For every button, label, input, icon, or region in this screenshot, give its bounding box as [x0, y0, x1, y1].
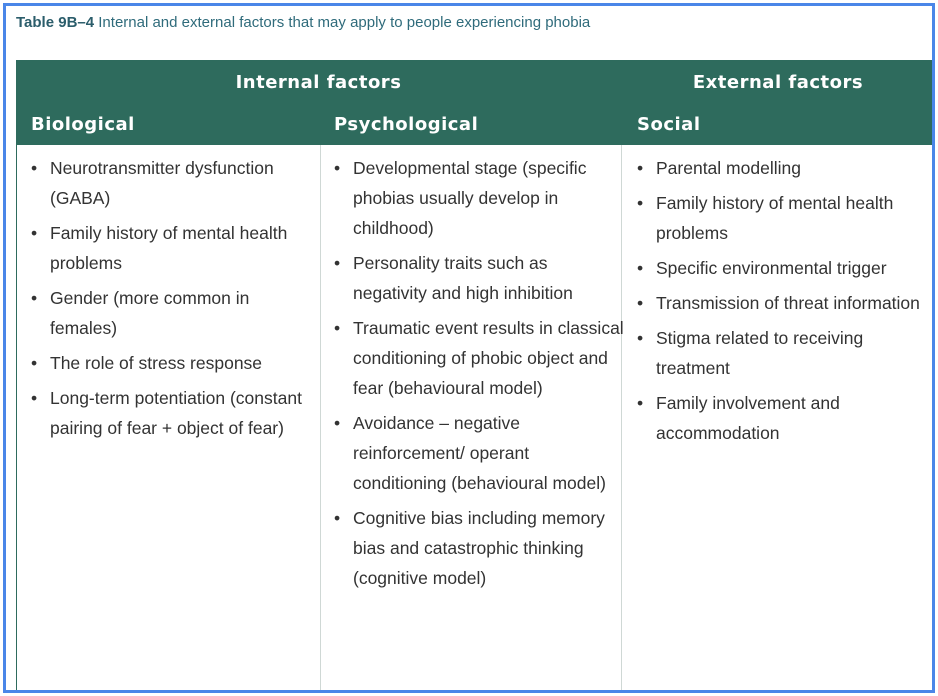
list-item: • Long-term potentiation (constant pairing of fear + object of fear): [31, 383, 321, 443]
biological-list: [31, 153, 321, 443]
header-row-groups: [17, 60, 935, 100]
list-item: • Personality traits such as negativity and high inhibition: [334, 248, 624, 308]
psychological-column: [334, 153, 624, 598]
list-item: • Traumatic event results in classical conditioning of phobic object and fear (behavioural model): [334, 313, 624, 403]
social-column: [637, 153, 929, 453]
list-item: • Avoidance – negative reinforcement/ operant conditioning (behavioural model): [334, 408, 624, 498]
list-item: • The role of stress response: [31, 348, 321, 378]
list-item: • Parental modelling: [637, 153, 929, 183]
list-item: • Neurotransmitter dysfunction (GABA): [31, 153, 321, 213]
list-item: • Family involvement and accommodation: [637, 388, 929, 448]
social-list: [637, 153, 929, 448]
header-row-categories: [17, 100, 935, 145]
header-social: Social: [637, 114, 701, 135]
header-psychological: Psychological: [334, 114, 479, 135]
header-external-factors: External factors: [692, 72, 864, 93]
list-item: • Developmental stage (specific phobias usually develop in childhood): [334, 153, 624, 243]
table-caption: [16, 14, 590, 31]
factors-table: [16, 60, 935, 693]
list-item: • Gender (more common in females): [31, 283, 321, 343]
list-item: • Cognitive bias including memory bias and catastrophic thinking (cognitive model): [334, 503, 624, 593]
table-number: Table 9B–4: [16, 14, 95, 31]
header-biological: Biological: [31, 114, 135, 135]
list-item: • Family history of mental health problems: [637, 188, 929, 248]
list-item: • Specific environmental trigger: [637, 253, 929, 283]
list-item: • Family history of mental health problems: [31, 218, 321, 278]
list-item: • Transmission of threat information: [637, 288, 929, 318]
psychological-list: [334, 153, 624, 593]
table-figure: [3, 3, 935, 693]
list-item: • Stigma related to receiving treatment: [637, 323, 929, 383]
biological-column: [31, 153, 321, 448]
header-internal-factors: Internal factors: [235, 72, 402, 93]
table-title: Internal and external factors that may apply to people experiencing phobia: [98, 14, 591, 31]
